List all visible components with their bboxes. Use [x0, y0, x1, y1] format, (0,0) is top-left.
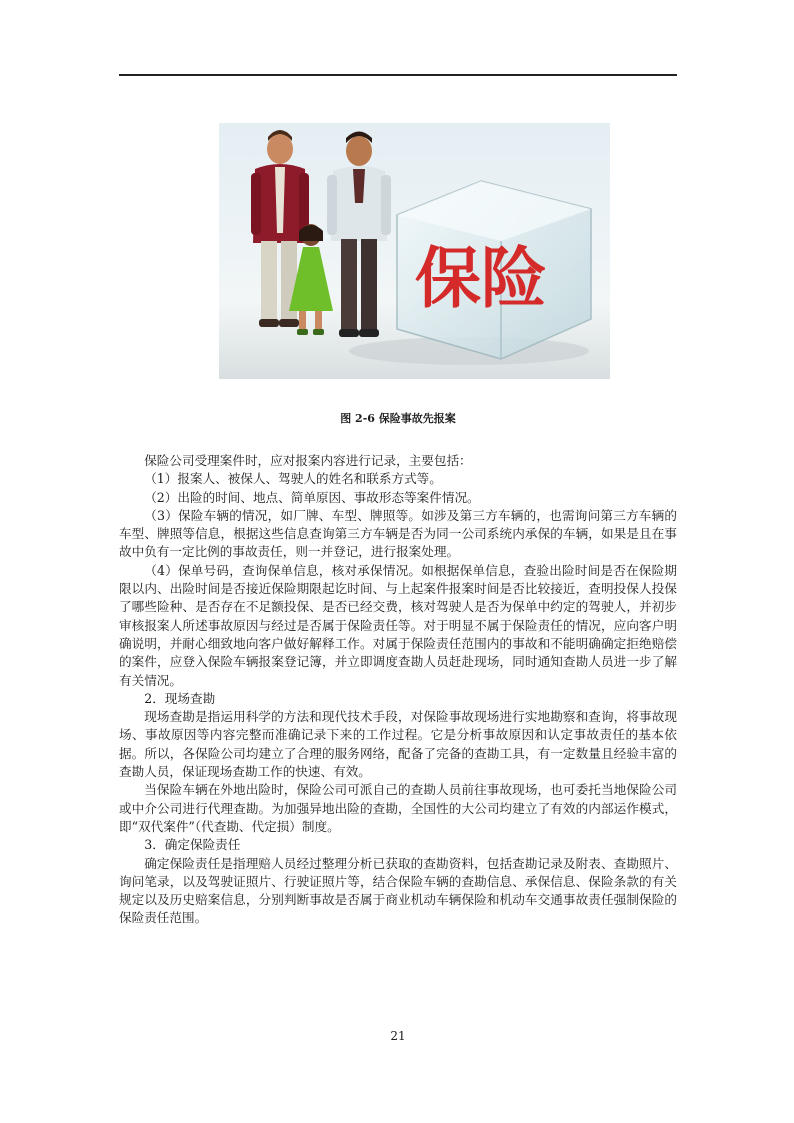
section-heading: 3．确定保险责任 [144, 837, 241, 853]
figure-photo [219, 123, 610, 379]
figure-caption: 图 2-6 保险事故先报案 [340, 412, 456, 425]
list-item: （2）出险的时间、地点、简单原因、事故形态等案件情况。 [144, 489, 480, 505]
paragraph: 当保险车辆在外地出险时，保险公司可派自己的查勘人员前往事故现场，也可委托当地保险公司或中介公司进行代理查勘。为加强异地出险的查勘，全国性的大公司均建立了有效的内部运作模式，即“双代案件”（代查勘、代定损）制度。 [119, 782, 677, 834]
cube-characters: 保险 [415, 240, 547, 317]
section-heading: 2．现场查勘 [144, 690, 216, 706]
paragraph: 保险公司受理案件时，应对报案内容进行记录，主要包括： [144, 453, 472, 468]
list-item: （3）保险车辆的情况，如厂牌、车型、牌照等。如涉及第三方车辆的，也需询问第三方车辆的车型、牌照等信息，根据这些信息查询第三方车辆是否为同一公司系统内承保的车辆，如果是且在事故中负有一定比例的事故责任，则一并登记，进行报案处理。 [119, 507, 677, 560]
header-rule [119, 74, 677, 76]
page-number: 21 [390, 1029, 406, 1043]
paragraph: 确定保险责任是指理赔人员经过整理分析已获取的查勘资料，包括查勘记录及附表、查勘照片、询问笔录，以及驾驶证照片、行驶证照片等，结合保险车辆的查勘信息、承保信息、保险条款的有关规定以及历史赔案信息，分别判断事故是否属于商业机动车辆保险和机动车交通事故责任强制保险的保险责任范围。 [119, 855, 677, 926]
paragraph: 现场查勘是指运用科学的方法和现代技术手段，对保险事故现场进行实地勘察和查询，将事故现场、事故原因等内容完整而准确记录下来的工作过程。它是分析事故原因和认定事故责任的基本依据。所以，各保险公司均建立了合理的服务网络，配备了完备的查勘工具，有一定数量且经验丰富的查勘人员，保证现场查勘工作的快速、有效。 [119, 709, 677, 780]
list-item: （1）报案人、被保人、驾驶人的姓名和联系方式等。 [144, 471, 442, 487]
glass-cube [397, 181, 591, 359]
body-text [119, 452, 677, 928]
list-item: （4）保单号码，查询保单信息，核对承保情况。如根据保单信息，查验出险时间是否在保险期限以内、出险时间是否接近保险期限起讫时间、与上起案件报案时间是否比较接近，查明投保人投保了哪些险种、是否存在不足额投保、是否已经交费，核对驾驶人是否为保单中约定的驾驶人，并初步审核报案人所述事故原因与经过是否属于保险责任等。对于明显不属于保险责任的情况，应向客户明确说明，并耐心细致地向客户做好解释工作。对属于保险责任范围内的事故和不能明确确定拒绝赔偿的案件，应登入保险车辆报案登记簿，并立即调度查勘人员赶赴现场，同时通知查勘人员进一步了解有关情况。 [119, 562, 677, 688]
